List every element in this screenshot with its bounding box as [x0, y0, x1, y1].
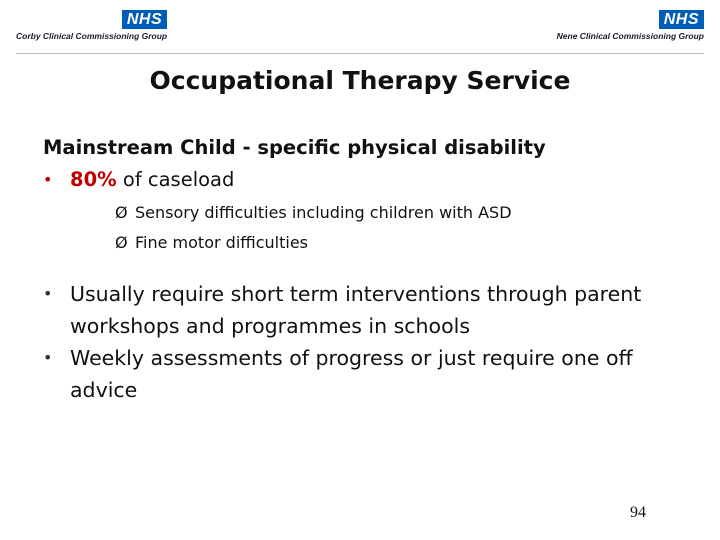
- slide-body: [43, 132, 683, 406]
- nhs-badge-right: NHS: [659, 10, 704, 29]
- list-item: [43, 342, 683, 406]
- bullet-text: Usually require short term interventions through parent workshops and programmes in schools: [70, 282, 642, 338]
- bullet-icon: •: [43, 284, 53, 303]
- header-divider: [16, 53, 704, 54]
- nene-ccg-name: Nene Clinical Commissioning Group: [556, 31, 704, 41]
- bullet-icon: •: [43, 348, 53, 367]
- page-number: 94: [630, 504, 646, 521]
- nene-ccg-logo: [557, 10, 704, 42]
- caseload-bullet: [43, 164, 683, 196]
- corby-ccg-name: Corby Clinical Commissioning Group: [16, 31, 168, 41]
- caseload-text: of caseload: [116, 168, 235, 191]
- list-item: [43, 278, 683, 342]
- bullet-icon: •: [43, 170, 53, 189]
- corby-ccg-logo: [16, 10, 167, 42]
- arrow-bullet-icon: Ø: [115, 203, 128, 222]
- sub-item-text: Sensory difficulties including children with ASD: [135, 203, 512, 222]
- list-item: [115, 228, 683, 258]
- nhs-badge-left: NHS: [122, 10, 167, 29]
- section-heading: Mainstream Child - specific physical disability: [43, 136, 546, 159]
- sub-item-text: Fine motor difficulties: [135, 233, 309, 252]
- bullet-text: Weekly assessments of progress or just require one off advice: [70, 346, 633, 402]
- caseload-percent: 80%: [70, 168, 117, 191]
- arrow-bullet-icon: Ø: [115, 233, 128, 252]
- slide-title: Occupational Therapy Service: [149, 66, 571, 95]
- main-bullets: [43, 278, 683, 406]
- sub-list: [115, 198, 683, 258]
- list-item: [115, 198, 683, 228]
